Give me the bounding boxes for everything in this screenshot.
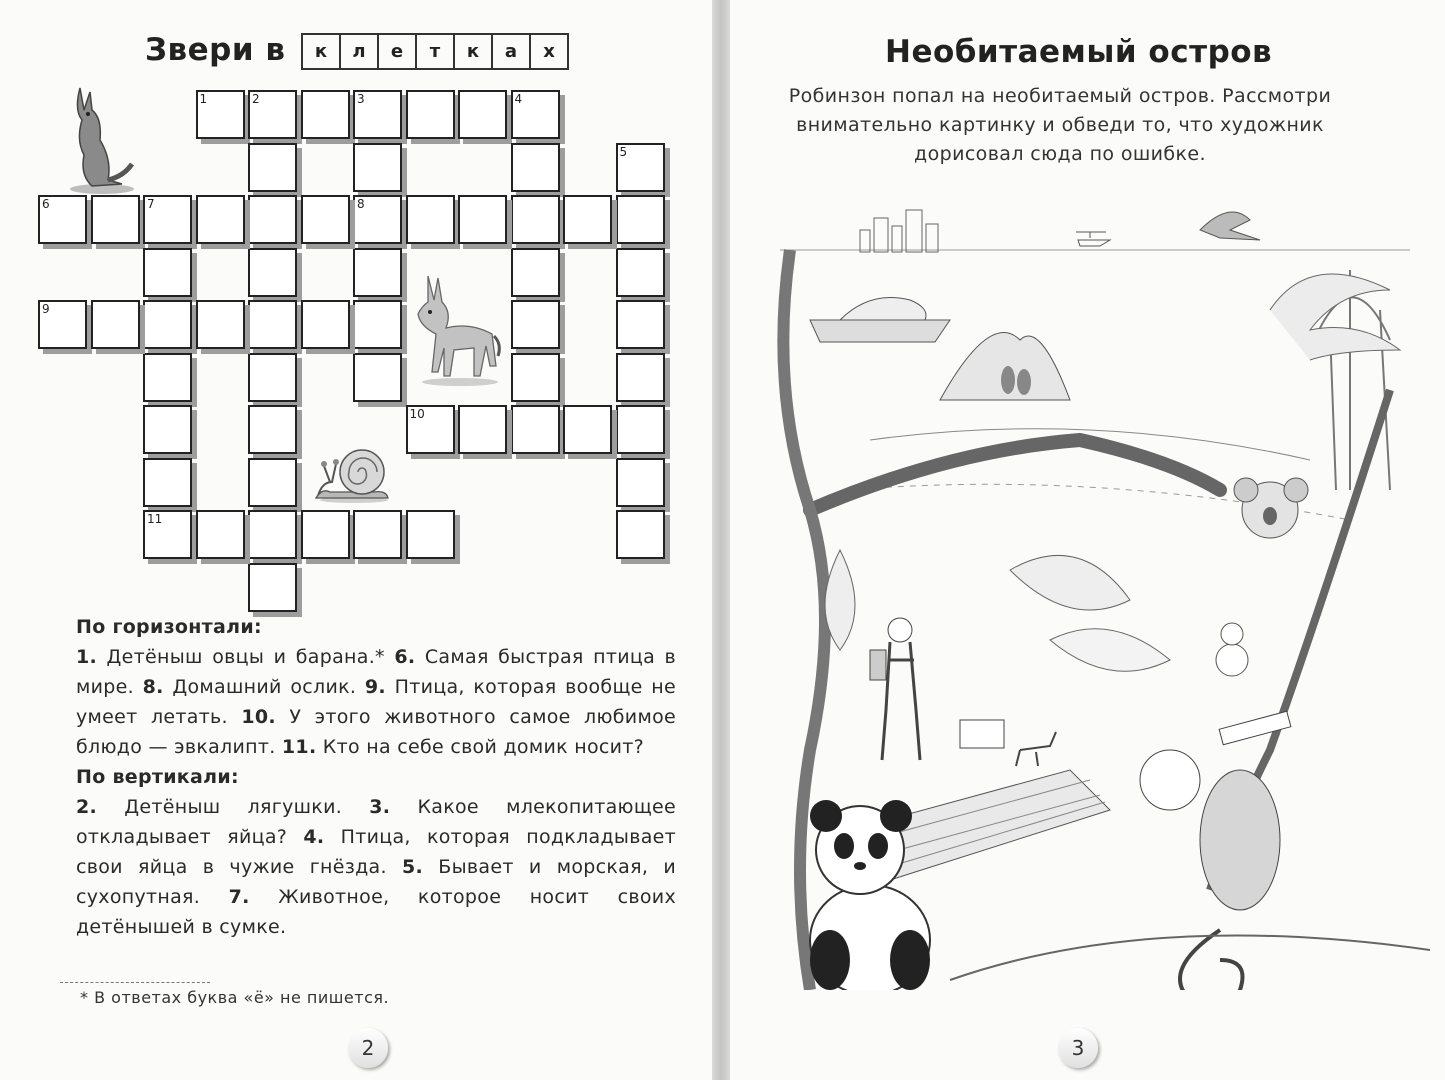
crossword-cell[interactable] [563,195,612,244]
page-number: 3 [1058,1028,1098,1068]
crossword-cell[interactable] [248,300,297,349]
crossword-cell[interactable] [91,300,140,349]
crossword-cell[interactable] [248,90,297,139]
crossword-cell[interactable] [301,90,350,139]
clue-text: Домашний ослик. [163,676,365,698]
crossword-cell[interactable] [616,300,665,349]
crossword-clues [76,612,676,942]
penguin-icon [1001,366,1015,394]
title-letter: х [543,41,555,62]
footnote-divider [60,982,210,983]
page-number: 2 [348,1028,388,1068]
crossword-cell[interactable] [616,510,665,559]
crossword-cell[interactable] [511,300,560,349]
title-letter: т [417,35,455,68]
cruise-ship-icon [840,298,926,321]
clue-number: 11. [281,736,317,758]
clue-number: 1. [76,646,98,668]
down-heading: По вертикали: [76,766,239,788]
clue-number: 9. [364,676,386,698]
title-letter: к [303,35,341,68]
crossword-cell[interactable] [301,510,350,559]
cell-number: 8 [357,197,365,211]
crossword-cell[interactable] [248,458,297,507]
clue-text: Самая быстрая птица в мире. [76,646,676,698]
clue-text: Кто на себе свой домик носит? [316,736,645,758]
clue-text: Бывает и морская, и сухопутная. [76,856,676,908]
clue-text: У этого животного самое любимое блюдо — эвкалипт. [76,706,677,758]
crossword-cell[interactable] [616,248,665,297]
cell-number: 6 [42,197,50,211]
across-heading: По горизонтали: [76,616,262,638]
crossword-cell[interactable] [248,195,297,244]
page-title: Необитаемый остров [885,34,1273,70]
cell-number: 3 [357,92,365,106]
book-gutter [712,0,730,1080]
crossword-cell[interactable] [248,510,297,559]
clue-number: 10. [241,706,276,728]
island-illustration [750,190,1430,990]
ruler-icon [1219,711,1291,745]
crossword-cell[interactable] [301,195,350,244]
helicopter-icon [1076,232,1110,246]
treasure-chest-icon [960,720,1004,748]
right-page [730,0,1445,1080]
crossword-cell[interactable] [248,405,297,454]
donkey-illustration [410,272,506,387]
clue-number: 5. [402,856,424,878]
clue-number: 7. [228,886,250,908]
cell-number: 7 [147,197,155,211]
crossword-cell[interactable] [406,405,455,454]
crossword-cell[interactable] [353,195,402,244]
clue-number: 8. [142,676,164,698]
crossword-cell[interactable] [353,510,402,559]
crossword-cell[interactable] [143,248,192,297]
dog-icon [1016,732,1056,766]
down-clues [76,792,676,942]
crossword-cell[interactable] [616,195,665,244]
crossword-cell[interactable] [511,353,560,402]
title-letter: а [493,35,531,68]
pterodactyl-icon [1200,212,1260,240]
crossword-cell[interactable] [248,248,297,297]
task-instructions: Робинзон попал на необитаемый остров. Рассмотри внимательно картинку и обведи то, что художник дорисовал сюда по ошибке. [788,85,1332,165]
crossword-cell[interactable] [196,510,245,559]
crossword-cell[interactable] [511,195,560,244]
crossword-cell[interactable] [616,405,665,454]
crossword-cell[interactable] [143,405,192,454]
monkey-icon [1140,750,1200,810]
clue-text: Животное, которое носит своих детёнышей в сумке. [76,886,677,938]
clue-number: 4. [303,826,325,848]
crossword-cell[interactable] [353,248,402,297]
title-letter: е [379,35,417,68]
crossword-cell[interactable] [616,458,665,507]
clue-text: Какое млекопитающее откладывает яйца? [76,796,676,848]
crossword-cell[interactable] [406,195,455,244]
crossword-cell[interactable] [38,195,87,244]
penguin-icon [1017,369,1031,395]
cell-number: 11 [147,512,163,526]
crossword-cell[interactable] [143,300,192,349]
crossword-cell[interactable] [511,405,560,454]
crossword-cell[interactable] [616,143,665,192]
snail-illustration [312,442,392,504]
title-letter: к [455,35,493,68]
crossword-cell[interactable] [248,563,297,612]
cell-number: 10 [409,407,425,421]
crossword-cell[interactable] [196,90,245,139]
crossword-cell[interactable] [248,143,297,192]
crossword-cell[interactable] [511,248,560,297]
crossword-cell[interactable] [196,300,245,349]
clue-number: 6. [394,646,416,668]
cell-number: 4 [514,92,523,106]
crossword-cell[interactable] [143,195,192,244]
crossword-cell[interactable] [458,405,507,454]
cell-number: 5 [619,144,628,159]
clue-text: Детёныш лягушки. [97,796,370,818]
clue-text: Детёныш овцы и барана.* [97,646,395,668]
crossword-cell[interactable] [353,143,402,192]
across-clues [76,642,676,762]
crossword-cell[interactable] [511,90,560,139]
crossword-cell[interactable] [301,300,350,349]
crossword-cell[interactable] [353,90,402,139]
clue-number: 3. [369,796,391,818]
city-skyline-icon [860,210,938,252]
crossword-cell[interactable] [406,90,455,139]
robinson-figure-icon [870,618,920,760]
crossword-cell[interactable] [353,353,402,402]
cell-number: 9 [42,302,50,316]
crossword-cell[interactable] [38,300,87,349]
left-page [0,0,712,1080]
title-letter: л [341,35,379,68]
crossword-cell[interactable] [511,143,560,192]
crossword-cell[interactable] [143,458,192,507]
crossword-cell[interactable] [616,353,665,402]
kangaroo-illustration [62,80,142,195]
crossword-cell[interactable] [196,195,245,244]
crossword-cell[interactable] [353,300,402,349]
crossword-cell[interactable] [406,510,455,559]
crossword-cell[interactable] [458,195,507,244]
clue-text: Птица, которая подкладывает свои яйца в чужие гнёзда. [76,826,677,878]
crossword-cell[interactable] [143,353,192,402]
clue-number: 2. [76,796,98,818]
crossword-cell[interactable] [143,510,192,559]
cell-number: 2 [252,92,260,106]
snowman-icon [1216,644,1248,676]
crossword-cell[interactable] [91,195,140,244]
footnote: * В ответах буква «ё» не пишется. [80,988,390,1007]
crossword-title-prefix: Звери в [145,32,286,68]
crossword-cell[interactable] [458,90,507,139]
crossword-cell[interactable] [563,405,612,454]
clue-text: Птица, которая вообще не умеет летать. [76,676,677,728]
cell-number: 1 [199,92,208,106]
crossword-cell[interactable] [248,353,297,402]
